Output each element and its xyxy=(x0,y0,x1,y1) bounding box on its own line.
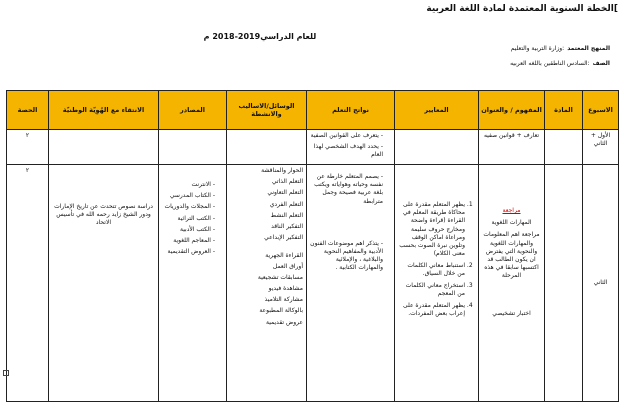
row1-standard xyxy=(395,130,479,165)
row2-outcomes xyxy=(307,165,395,402)
table-row xyxy=(7,165,619,402)
academic-year: للعام الدراسي2019-2018 م xyxy=(203,32,317,41)
concept-review-heading: مراجعة xyxy=(502,207,521,215)
class-line xyxy=(280,60,610,67)
list-item: - يحدد الهدف الشخصي لهذا العام xyxy=(310,143,383,159)
list-item: - الكتب التراثية xyxy=(162,215,215,223)
row1-resources xyxy=(159,130,227,165)
list-item: التعلم النشط xyxy=(270,211,303,219)
curriculum-line xyxy=(280,45,610,52)
row2-standards xyxy=(395,165,479,402)
class-label: الصف xyxy=(592,60,610,67)
row2-extra xyxy=(49,165,159,402)
row2-resources xyxy=(159,165,227,402)
list-item: بالوكالة المطبوعة xyxy=(259,307,303,315)
header-standard: المعايير xyxy=(395,91,479,130)
header-subject: المادة xyxy=(545,91,583,130)
row1-methods xyxy=(227,130,307,165)
row2-concept xyxy=(479,165,545,402)
list-item: الحوار والمناقشة xyxy=(261,167,303,175)
plan-title: ]الخطة السنوية المعتمدة لمادة اللغة العربية xyxy=(426,4,618,14)
row1-outcomes xyxy=(307,130,395,165)
extra-text: دراسة نصوص تتحدث عن تاريخ الإمارات ودور الشيخ زايد رحمه الله في تأسيس الاتحاد xyxy=(54,203,153,227)
row1-week: الأول + الثاني xyxy=(583,130,619,165)
list-item: - يتذكر اهم موضوعات الفنون الأدبية والمفاهيم النحوية والبلاغية ، والإملائية والمهارات الكتابية . xyxy=(310,240,383,272)
list-item: - الكتب الأدبية xyxy=(162,226,215,234)
list-item: - المعاجم اللغوية xyxy=(162,237,215,245)
concept-test: اختبار تشخيصي xyxy=(492,310,531,318)
table-corner-marker xyxy=(3,370,9,376)
concept-line: مراجعة اهم المعلومات والمهارات اللغوية والنحوية التي يفترض ان يكون الطالب قد اكتسبها سابقا في هذه المرحلة xyxy=(483,231,540,279)
list-item: أوراق العمل xyxy=(272,263,303,271)
header-outcomes: نواتج التعلم xyxy=(307,91,395,130)
list-item: - المجلات والدوريات xyxy=(162,203,215,211)
row2-subject xyxy=(545,165,583,402)
row2-share: ٢ xyxy=(7,165,49,402)
table-header-row xyxy=(7,91,619,130)
header-concept: المفهوم / والعنوان xyxy=(479,91,545,130)
table-row xyxy=(7,130,619,165)
header-share: الحصة xyxy=(7,91,49,130)
row2-methods xyxy=(227,165,307,402)
curriculum-label: المنهج المعتمد xyxy=(567,45,610,52)
header-resources: المصادر xyxy=(159,91,227,130)
row1-extra xyxy=(49,130,159,165)
list-item: التعلم التعاوني xyxy=(267,189,303,197)
list-item: القراءة الجهرية xyxy=(265,251,303,259)
list-item: - الكتاب المدرسي xyxy=(162,192,215,200)
header-extra: الانتقاء مع الهُوِيّة الوطنيّة xyxy=(49,91,159,130)
list-item: مسابقات تشجيعية xyxy=(257,274,303,282)
list-item: التعلم الفردي xyxy=(269,200,303,208)
list-item: التعلم الذاتي xyxy=(271,178,303,186)
row1-concept: تعارف + قوانين صفيه xyxy=(479,130,545,165)
list-item: 3. استخراج معاني الكلمات من المعجم xyxy=(398,282,465,298)
list-item: - الانترنت xyxy=(162,181,215,189)
list-item: 1. يظهر المتعلم مقدرة على محاكاة طريقة المعلم في القراءة (قراءة واضحة ومخارج حروف سليمة ومراعاة اماكن الوقف وتلوين نبرة الصوت بحسب معنى الكلام) xyxy=(398,201,465,258)
list-item: مشاهدة فيديو xyxy=(268,285,303,293)
list-item: التفكير الناقد xyxy=(271,222,303,230)
row1-subject xyxy=(545,130,583,165)
row1-share: ٢ xyxy=(7,130,49,165)
concept-line: المهارات اللغوية xyxy=(491,219,532,227)
list-item: التفكير الإبداعي xyxy=(264,233,303,241)
list-item: 2. استنباط معاني الكلمات من خلال السياق. xyxy=(398,262,465,278)
list-item: - يصمم المتعلم خارطة عن نفسه وحياته وهواياته ويكتب بلغة عربية فصيحة وجمل مترابطة xyxy=(310,173,383,205)
plan-table xyxy=(6,90,619,402)
curriculum-value: :وزارة التربية والتعليم xyxy=(510,45,565,52)
row2-week: الثاني xyxy=(583,165,619,402)
list-item: - العروض التقديمية xyxy=(162,248,215,256)
list-item: عروض تقديمية xyxy=(266,318,303,326)
class-value: :السادس الناطقين باللغه العربيه xyxy=(510,60,590,67)
list-item: - يتعرف على القوانين الصفية xyxy=(310,132,383,140)
header-methods: الوسائل/الاساليب والانشطة xyxy=(227,91,307,130)
list-item: 4. يظهر المتعلم مقدرة على إعراب بعض المفردات. xyxy=(398,302,465,318)
header-week: الاسبوع xyxy=(583,91,619,130)
list-item: مشاركة التلاميذ xyxy=(264,296,303,304)
